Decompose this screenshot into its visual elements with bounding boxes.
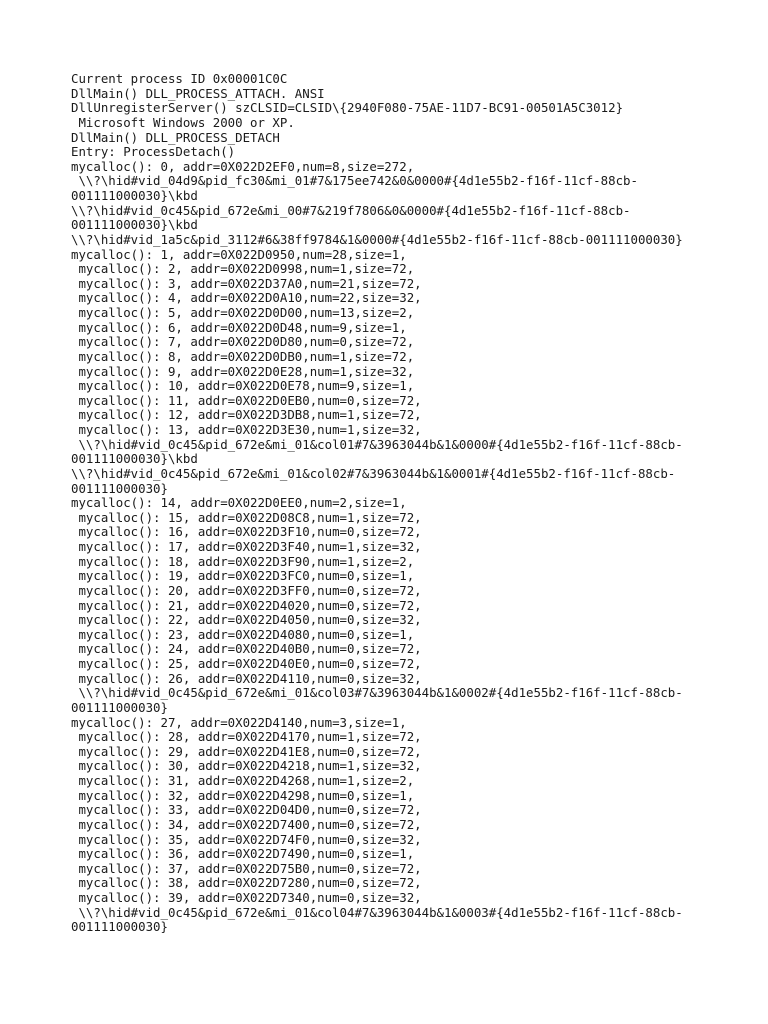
log-line: mycalloc(): 16, addr=0X022D3F10,num=0,size=72, — [71, 524, 422, 540]
log-line: mycalloc(): 31, addr=0X022D4268,num=1,size=2, — [71, 773, 415, 788]
log-line: 001111000030} — [71, 699, 168, 715]
log-line: \\?\hid#vid_0c45&pid_672e&mi_01&col01#7&3963044b&1&0000#{4d1e55b2-f16f-11cf-88cb- — [71, 436, 683, 452]
log-line: mycalloc(): 17, addr=0X022D3F40,num=1,size=32, — [71, 539, 422, 554]
log-line: DllMain() DLL_PROCESS_DETACH — [71, 129, 280, 145]
log-line: Current process ID 0x00001C0C — [71, 71, 288, 86]
log-line: mycalloc(): 26, addr=0X022D4110,num=0,size=32, — [71, 670, 422, 686]
log-line: 001111000030} — [71, 480, 168, 496]
debug-log-text — [71, 72, 721, 935]
log-line: mycalloc(): 36, addr=0X022D7490,num=0,size=1, — [71, 846, 415, 862]
log-line: mycalloc(): 29, addr=0X022D41E8,num=0,size=72, — [71, 743, 422, 759]
log-line: mycalloc(): 8, addr=0X022D0DB0,num=1,size=72, — [71, 348, 415, 364]
log-line: \\?\hid#vid_04d9&pid_fc30&mi_01#7&175ee742&0&0000#{4d1e55b2-f16f-11cf-88cb- — [71, 173, 638, 189]
log-line: mycalloc(): 38, addr=0X022D7280,num=0,size=72, — [71, 875, 422, 891]
log-line: mycalloc(): 25, addr=0X022D40E0,num=0,size=72, — [71, 656, 422, 671]
log-line: DllUnregisterServer() szCLSID=CLSID\{2940F080-75AE-11D7-BC91-00501A5C3012} — [71, 100, 624, 116]
log-line: mycalloc(): 18, addr=0X022D3F90,num=1,size=2, — [71, 553, 415, 569]
log-line: mycalloc(): 12, addr=0X022D3DB8,num=1,size=72, — [71, 407, 422, 423]
log-line: mycalloc(): 20, addr=0X022D3FF0,num=0,size=72, — [71, 582, 422, 598]
log-line: mycalloc(): 14, addr=0X022D0EE0,num=2,size=1, — [71, 495, 407, 511]
log-line: \\?\hid#vid_0c45&pid_672e&mi_01&col02#7&3963044b&1&0001#{4d1e55b2-f16f-11cf-88cb- — [71, 465, 676, 481]
log-line: mycalloc(): 37, addr=0X022D75B0,num=0,size=72, — [71, 860, 422, 876]
log-line: mycalloc(): 4, addr=0X022D0A10,num=22,size=32, — [71, 290, 422, 306]
log-line: 001111000030}\kbd — [71, 217, 198, 233]
log-line: 001111000030}\kbd — [71, 451, 198, 467]
log-line: mycalloc(): 34, addr=0X022D7400,num=0,size=72, — [71, 816, 422, 832]
log-line: \\?\hid#vid_0c45&pid_672e&mi_00#7&219f7806&0&0000#{4d1e55b2-f16f-11cf-88cb- — [71, 202, 631, 218]
log-line: mycalloc(): 5, addr=0X022D0D00,num=13,size=2, — [71, 305, 415, 320]
log-line: mycalloc(): 21, addr=0X022D4020,num=0,size=72, — [71, 597, 422, 613]
log-line: mycalloc(): 24, addr=0X022D40B0,num=0,size=72, — [71, 641, 422, 657]
log-line: mycalloc(): 32, addr=0X022D4298,num=0,size=1, — [71, 787, 415, 803]
log-line: mycalloc(): 7, addr=0X022D0D80,num=0,size=72, — [71, 334, 415, 350]
log-line: \\?\hid#vid_0c45&pid_672e&mi_01&col03#7&3963044b&1&0002#{4d1e55b2-f16f-11cf-88cb- — [71, 685, 683, 701]
log-line: mycalloc(): 6, addr=0X022D0D48,num=9,size=1, — [71, 319, 407, 335]
log-line: mycalloc(): 33, addr=0X022D04D0,num=0,size=72, — [71, 802, 422, 818]
log-line: mycalloc(): 39, addr=0X022D7340,num=0,size=32, — [71, 890, 422, 905]
log-line: mycalloc(): 30, addr=0X022D4218,num=1,size=32, — [71, 758, 422, 774]
log-line: Entry: ProcessDetach() — [71, 144, 236, 160]
log-line: mycalloc(): 27, addr=0X022D4140,num=3,size=1, — [71, 714, 407, 730]
log-line: mycalloc(): 22, addr=0X022D4050,num=0,size=32, — [71, 612, 422, 628]
log-line: 001111000030}\kbd — [71, 188, 198, 203]
log-line: mycalloc(): 0, addr=0X022D2EF0,num=8,size=272, — [71, 158, 415, 174]
log-line: mycalloc(): 28, addr=0X022D4170,num=1,size=72, — [71, 729, 422, 745]
log-line: mycalloc(): 11, addr=0X022D0EB0,num=0,size=72, — [71, 392, 422, 408]
log-line: mycalloc(): 10, addr=0X022D0E78,num=9,size=1, — [71, 378, 415, 394]
log-line: mycalloc(): 35, addr=0X022D74F0,num=0,size=32, — [71, 831, 422, 847]
log-line: 001111000030} — [71, 919, 168, 935]
log-line: \\?\hid#vid_1a5c&pid_3112#6&38ff9784&1&0000#{4d1e55b2-f16f-11cf-88cb-001111000030} — [71, 231, 683, 247]
log-line: mycalloc(): 19, addr=0X022D3FC0,num=0,size=1, — [71, 568, 415, 584]
log-line: mycalloc(): 23, addr=0X022D4080,num=0,size=1, — [71, 626, 415, 642]
log-line: Microsoft Windows 2000 or XP. — [71, 114, 295, 130]
log-line: \\?\hid#vid_0c45&pid_672e&mi_01&col04#7&3963044b&1&0003#{4d1e55b2-f16f-11cf-88cb- — [71, 904, 683, 920]
log-line: DllMain() DLL_PROCESS_ATTACH. ANSI — [71, 85, 325, 101]
log-line: mycalloc(): 1, addr=0X022D0950,num=28,size=1, — [71, 246, 407, 262]
log-line: mycalloc(): 15, addr=0X022D08C8,num=1,size=72, — [71, 509, 422, 525]
log-line: mycalloc(): 3, addr=0X022D37A0,num=21,size=72, — [71, 275, 422, 291]
log-line: mycalloc(): 9, addr=0X022D0E28,num=1,size=32, — [71, 363, 415, 379]
log-line: mycalloc(): 2, addr=0X022D0998,num=1,size=72, — [71, 261, 415, 277]
log-line: mycalloc(): 13, addr=0X022D3E30,num=1,size=32, — [71, 422, 422, 437]
